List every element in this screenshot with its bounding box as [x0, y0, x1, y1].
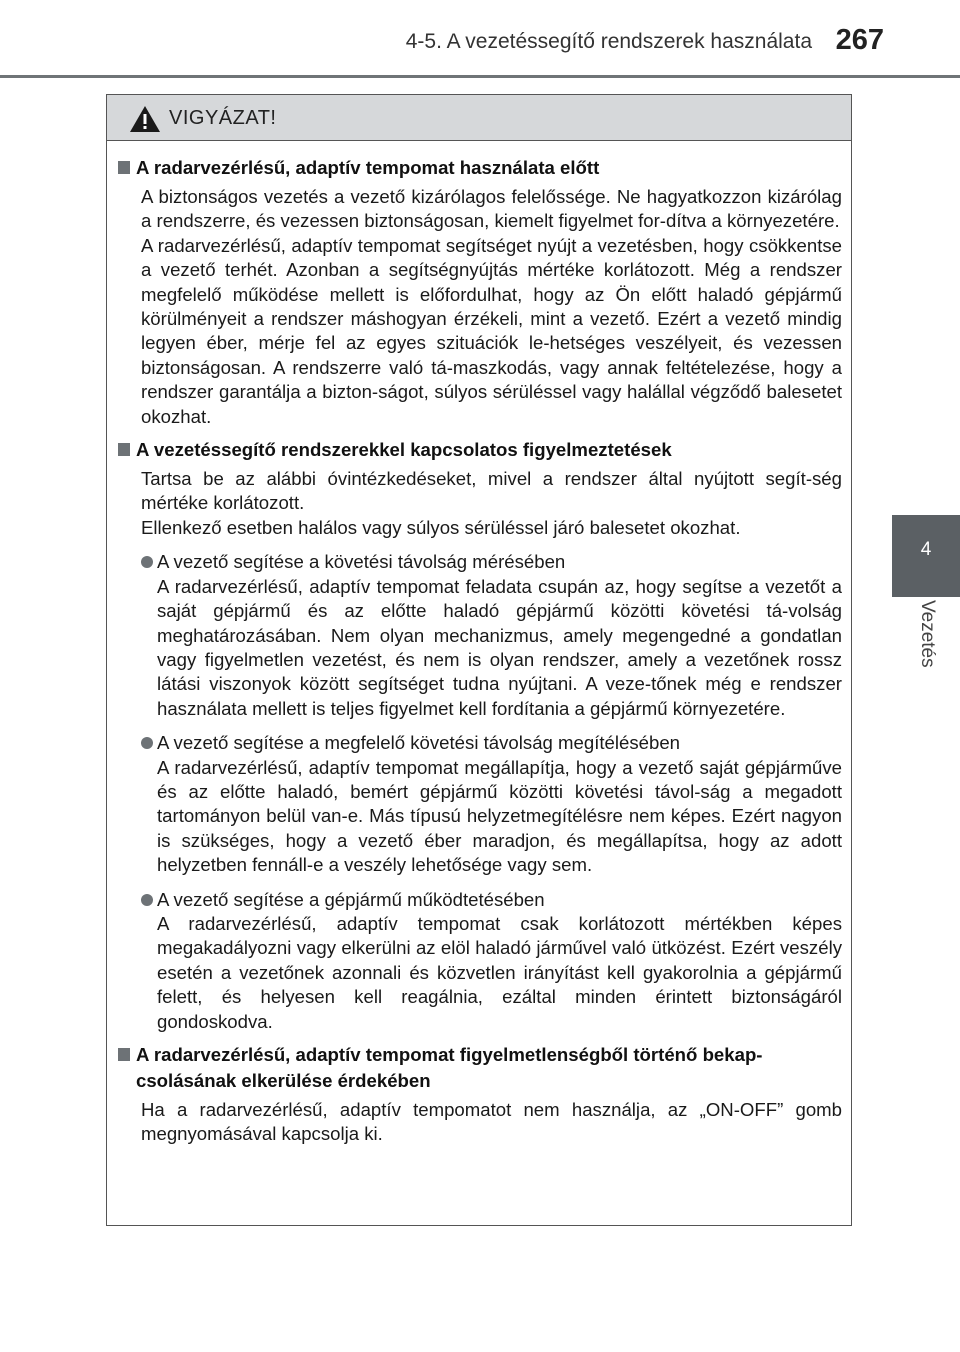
round-bullet-icon — [141, 737, 153, 749]
section-heading-text: A radarvezérlésű, adaptív tempomat figyelmetlenségből történő bekap-csolásának elkerülése érdekében — [136, 1044, 763, 1091]
caution-box — [106, 94, 852, 1226]
caution-section — [116, 1042, 842, 1147]
header-rule — [0, 75, 960, 78]
paragraph: Ha a radarvezérlésű, adaptív tempomatot nem használja, az „ON-OFF” gomb megnyomásával kapcsolja ki. — [141, 1099, 842, 1145]
list-item-body: A radarvezérlésű, adaptív tempomat csak korlátozott mértékben képes megakadályozni vagy elkerülni az elöl haladó járművel való ütközést. Ezért veszély esetén a vezetőnek azonnali és közvetlen irányítást kell gyakorolnia a gépjármű felett, és helyesen kell reagálnia, ezáltal minden érintett biztonságáról gondoskodva. — [157, 912, 842, 1032]
list-item — [141, 888, 842, 1034]
square-bullet-icon — [118, 161, 130, 174]
chapter-tab — [892, 515, 960, 597]
paragraph: Tartsa be az alábbi óvintézkedéseket, mivel a rendszer által nyújtott segít-ség mértéke korlátozott. — [141, 468, 842, 514]
section-heading-text: A radarvezérlésű, adaptív tempomat használata előtt — [136, 157, 600, 178]
list-item-heading — [141, 731, 842, 755]
warning-triangle-icon — [129, 105, 161, 133]
chapter-label — [892, 600, 960, 700]
list-item-title: A vezető segítése a gépjármű működtetésében — [157, 888, 545, 910]
section-heading — [116, 155, 842, 181]
caution-title: VIGYÁZAT! — [169, 107, 277, 129]
round-bullet-icon — [141, 556, 153, 568]
square-bullet-icon — [118, 1048, 130, 1061]
page-header — [0, 0, 960, 78]
section-title: 4-5. A vezetéssegítő rendszerek használata — [405, 30, 812, 53]
list-item — [141, 731, 842, 877]
list-item-heading — [141, 888, 842, 912]
paragraph: Ellenkező esetben halálos vagy súlyos sérüléssel járó balesetet okozhat. — [141, 516, 741, 538]
caution-content — [107, 141, 851, 1147]
list-item-title: A vezető segítése a megfelelő követési távolság megítélésében — [157, 732, 681, 754]
chapter-number: 4 — [920, 539, 932, 560]
list-item — [141, 550, 842, 721]
page-number: 267 — [835, 24, 884, 56]
section-heading-text: A vezetéssegítő rendszerekkel kapcsolatos figyelmeztetések — [136, 439, 672, 461]
caution-section — [116, 437, 842, 1034]
section-heading — [116, 1042, 842, 1094]
section-heading — [116, 437, 842, 463]
paragraph: A radarvezérlésű, adaptív tempomat segítséget nyújt a vezetésben, hogy csökkentse a vezető terhét. Azonban a segítségnyújtás mértéke korlátozott. Még a rendszer megfelelő működése mellett is előfordulhat, hogy az Ön előtt haladó gépjármű körülményeit a rendszer máshogyan érzékeli, mint a vezető. Ezért a vezető mindig legyen éber, mérje fel az egyes szituációk le-hetséges veszélyeit, és vezessen biztonságosan. A rendszerre való tá-maszkodás, vagy annak feltételezése, hogy a rendszer garantálja a bizton-ságot, súlyos sérüléssel vagy halállal végződő balesetet okozhat. — [141, 234, 842, 427]
caution-section — [116, 155, 842, 429]
caution-header — [107, 95, 851, 141]
chapter-label-text: Vezetés — [917, 600, 938, 668]
list-item-body: A radarvezérlésű, adaptív tempomat feladata csupán az, hogy segítse a vezetőt a saját gépjármű és az előtte haladó gépjármű közötti követési tá-volság meghatározásában. Nem olyan mechanizmus, amely megengedné a gondatlan vagy figyelmetlen vezetést, és nem is olyan rendszer, amely a vezetőnek rossz látási viszonyok között segítséget tudna nyújtani. A veze-tőnek még e rendszer használata mellett is teljes figyelmet kell fordítania a gépjármű környezetére. — [157, 575, 842, 719]
round-bullet-icon — [141, 894, 153, 906]
paragraph: A biztonságos vezetés a vezető kizárólagos felelőssége. Ne hagyatkozzon kizárólag a rendszerre, és vezessen biztonságosan, kiemelt figyelmet for-dítva a környezetére. — [141, 186, 842, 232]
list-item-title: A vezető segítése a követési távolság mérésében — [157, 551, 566, 573]
list-item-body: A radarvezérlésű, adaptív tempomat megállapítja, hogy a vezető saját gépjárműve és az előtte haladó, bemért gépjármű közötti követési távol-ság a megadott tartományon belül van-e. Más típusú helyzetmegítélésre nem képes. Ezért nagyon is szükséges, hogy a vezető éber maradjon, és megállapítsa, hogy az adott helyzetben fennáll-e a veszély lehetősége vagy sem. — [157, 756, 842, 876]
list-item-heading — [141, 550, 842, 574]
square-bullet-icon — [118, 443, 130, 456]
